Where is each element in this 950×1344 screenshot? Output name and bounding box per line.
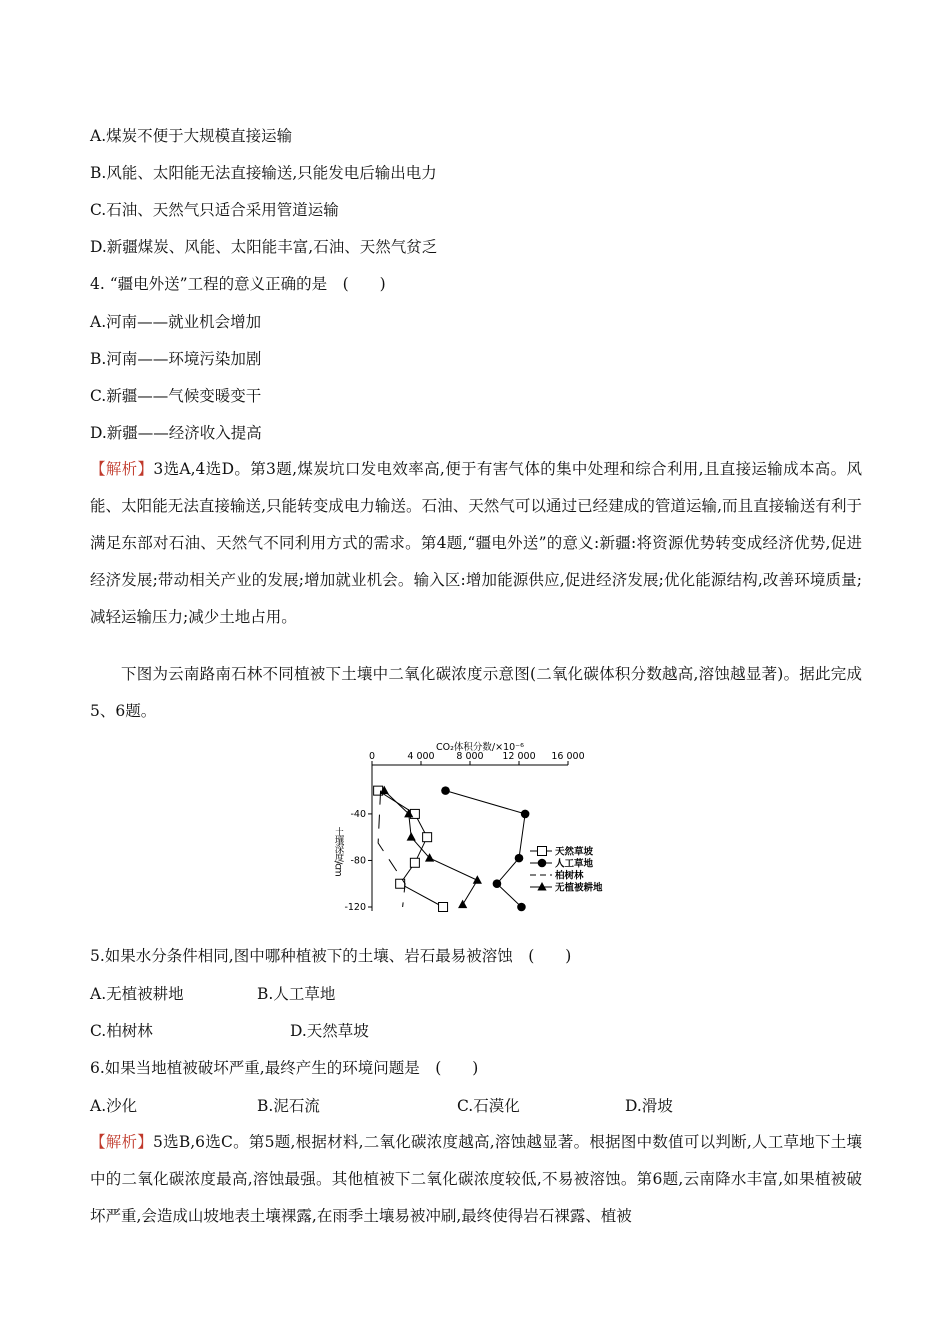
- legend-label: 人工草地: [555, 858, 594, 870]
- x-tick-label: 8 000: [456, 751, 484, 762]
- q5-options-row-2: [90, 1021, 369, 1041]
- y-axis-label: 土壤深度/cm: [332, 827, 344, 876]
- x-axis-label: CO₂体积分数/×10⁻⁶: [436, 742, 524, 753]
- y-tick-label: -120: [344, 902, 366, 913]
- x-tick-label: 12 000: [502, 751, 536, 762]
- q5-option-c: C.柏树林: [90, 1022, 153, 1040]
- data-point-1: [493, 879, 502, 888]
- q5-option-b: B.人工草地: [257, 985, 336, 1003]
- data-point-0: [439, 903, 448, 912]
- data-point-1: [521, 810, 530, 819]
- data-point-3: [407, 832, 416, 841]
- analysis-tag: 【解析】: [90, 460, 154, 478]
- analysis-2-text: 5选B,6选C。第5题,根据材料,二氧化碳浓度越高,溶蚀越显著。根据图中数值可以判断,人工草地下土壤中的二氧化碳浓度最高,溶蚀最强。其他植被下二氧化碳浓度较低,不易被溶蚀。第6题,云南降水丰富,如果植被破坏严重,会造成山坡地表土壤裸露,在雨季土壤易被冲刷,最终使得岩石裸露、植被: [90, 1133, 862, 1225]
- q5-option-d: D.天然草坡: [290, 1022, 369, 1040]
- q3-option-a: A.煤炭不便于大规模直接运输: [90, 127, 293, 145]
- data-point-1: [441, 786, 450, 795]
- q4-option-a: A.河南——就业机会增加: [90, 313, 262, 331]
- q5-stem: 5.如果水分条件相同,图中哪种植被下的土壤、岩石最易被溶蚀 ( ): [90, 947, 572, 965]
- legend-label: 无植被耕地: [555, 882, 603, 894]
- co2-chart: [320, 735, 640, 920]
- y-tick-label: -40: [350, 808, 366, 820]
- q6-option-c: C.石漠化: [457, 1097, 520, 1115]
- q6-option-d: D.滑坡: [625, 1097, 673, 1115]
- q5-option-a: A.无植被耕地: [90, 985, 184, 1003]
- legend-label: 柏树林: [555, 870, 584, 882]
- q3-option-b: B.风能、太阳能无法直接输送,只能发电后输出电力: [90, 164, 437, 182]
- q6-option-b: B.泥石流: [257, 1097, 320, 1115]
- q6-option-a: A.沙化: [90, 1097, 138, 1115]
- legend-marker: [538, 859, 547, 868]
- data-point-3: [473, 875, 482, 884]
- x-tick-label: 4 000: [407, 751, 435, 762]
- analysis-1: [90, 451, 862, 636]
- q4-option-d: D.新疆——经济收入提高: [90, 424, 262, 442]
- data-point-3: [458, 900, 467, 909]
- series-line-2: [378, 791, 405, 907]
- q4-stem: 4. “疆电外送”工程的意义正确的是 ( ): [90, 275, 386, 293]
- q3-option-c: C.石油、天然气只适合采用管道运输: [90, 201, 339, 219]
- legend-label: 天然草坡: [555, 846, 594, 858]
- data-point-0: [410, 858, 419, 867]
- q5-options-row-1: [90, 984, 335, 1004]
- data-point-1: [517, 903, 526, 912]
- legend-marker: [537, 882, 546, 891]
- series-line-0: [378, 791, 443, 907]
- analysis-2: [90, 1124, 862, 1235]
- y-tick-label: -80: [350, 855, 366, 867]
- x-tick-label: 0: [368, 751, 376, 762]
- analysis-tag: 【解析】: [90, 1133, 153, 1151]
- intro-paragraph: 下图为云南路南石林不同植被下土壤中二氧化碳浓度示意图(二氧化碳体积分数越高,溶蚀越显著)。据此完成5、6题。: [90, 665, 862, 720]
- q4-option-c: C.新疆——气候变暖变干: [90, 387, 262, 405]
- analysis-1-text: 3选A,4选D。第3题,煤炭坑口发电效率高,便于有害气体的集中处理和综合利用,且直接运输成本高。风能、太阳能无法直接输送,只能转变成电力输送。石油、天然气可以通过已经建成的管道运输,而且直接输送有利于满足东部对石油、天然气不同利用方式的需求。第4题,“疆电外送”的意义:新疆:将资源优势转变成经济优势,促进经济发展;带动相关产业的发展;增加就业机会。输入区:增加能源供应,促进经济发展;优化能源结构,改善环境质量;减轻运输压力;减少土地占用。: [90, 460, 862, 626]
- legend-marker: [538, 847, 547, 856]
- data-point-1: [515, 854, 524, 863]
- x-tick-label: 16 000: [551, 751, 585, 762]
- series-line-1: [446, 791, 526, 907]
- data-point-0: [423, 833, 432, 842]
- q3-option-d: D.新疆煤炭、风能、太阳能丰富,石油、天然气贫乏: [90, 238, 438, 256]
- q6-options-row: [90, 1096, 673, 1116]
- q4-option-b: B.河南——环境污染加剧: [90, 350, 262, 368]
- q6-stem: 6.如果当地植被破坏严重,最终产生的环境问题是 ( ): [90, 1059, 479, 1077]
